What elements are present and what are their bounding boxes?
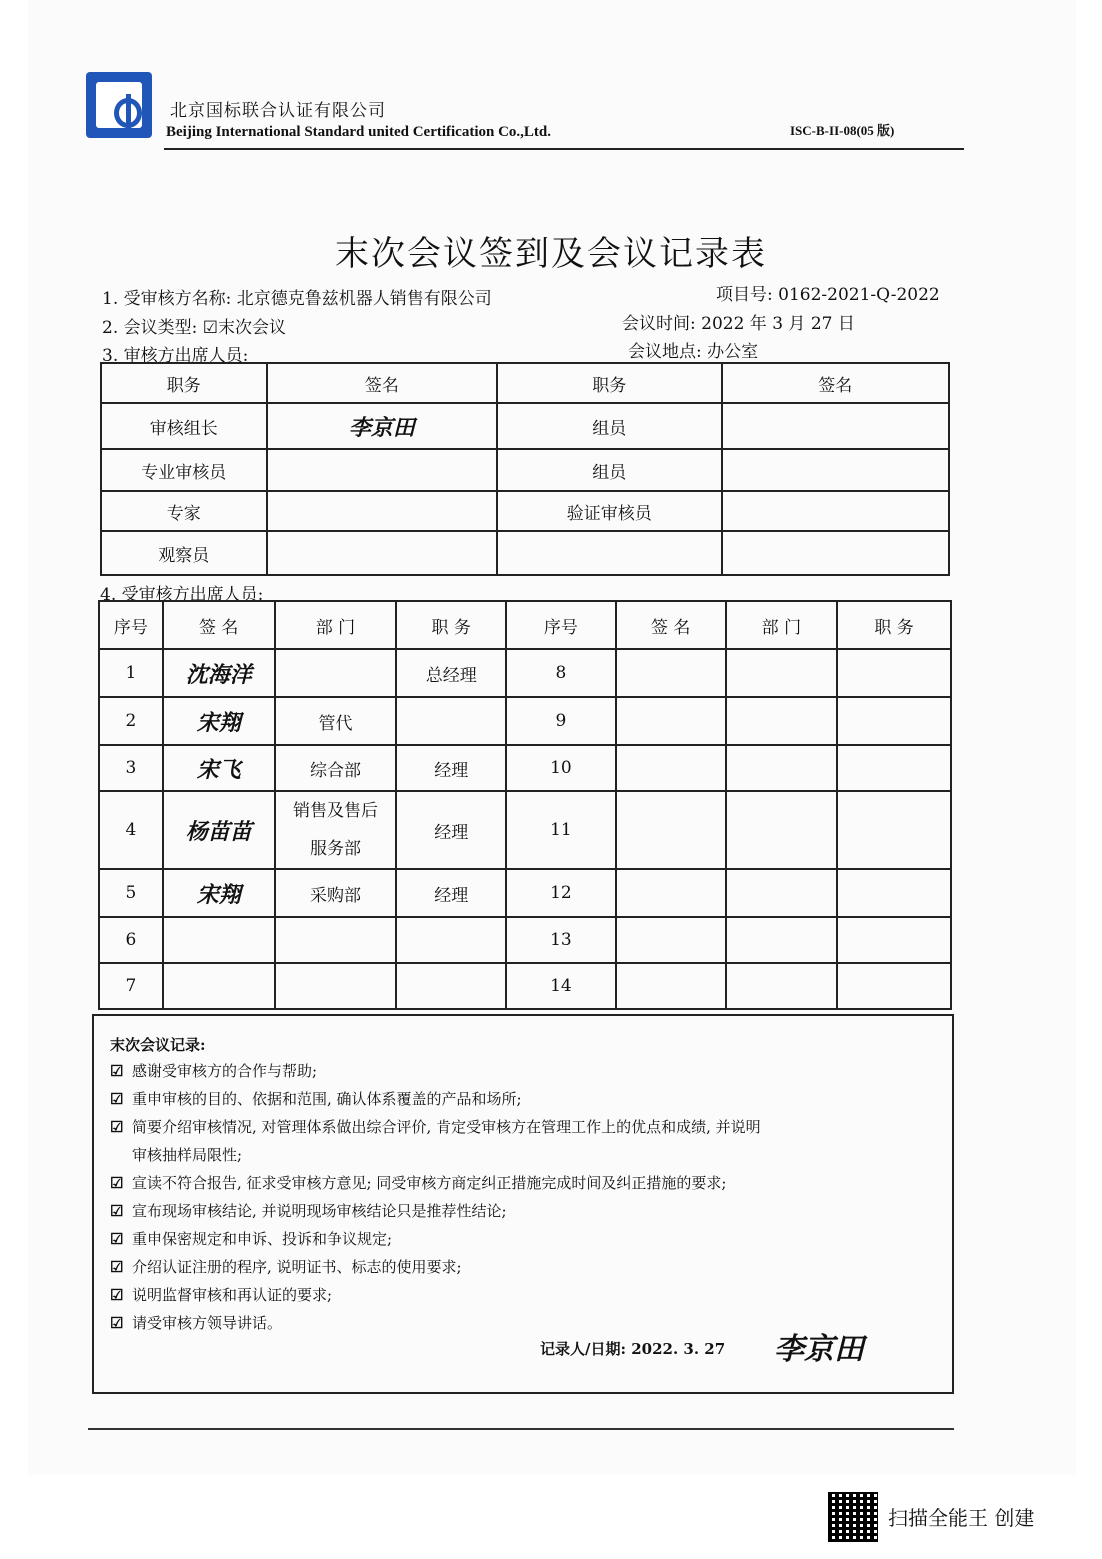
project-number: 项目号: 0162-2021-Q-2022 — [716, 285, 940, 305]
table-row — [99, 869, 951, 917]
position-cell — [837, 917, 951, 963]
checkbox-checked-icon: ☑ — [110, 1230, 124, 1248]
meeting-type: 2. 会议类型: ☑末次会议 — [102, 318, 286, 338]
signature-cell: 宋翔 — [163, 869, 275, 917]
list-item — [110, 1088, 522, 1109]
list-item — [110, 1200, 507, 1221]
note-text: 重申保密规定和申诉、投诉和争议规定; — [132, 1230, 393, 1248]
seq-cell: 1 — [99, 649, 163, 697]
list-item — [132, 1144, 242, 1165]
role-cell: 验证审核员 — [497, 491, 721, 531]
department-cell: 综合部 — [275, 745, 397, 791]
scanner-watermark: 扫描全能王 创建 — [888, 1506, 1035, 1530]
role-cell: 观察员 — [101, 531, 267, 575]
note-text: 审核抽样局限性; — [132, 1146, 243, 1164]
checkbox-checked-icon: ☑ — [110, 1286, 124, 1304]
document-number: ISC-B-II-08(05 版) — [790, 123, 895, 138]
checkbox-checked-icon: ☑ — [110, 1174, 124, 1192]
seq-cell: 12 — [506, 869, 616, 917]
seq-cell: 14 — [506, 963, 616, 1009]
note-text: 请受审核方领导讲话。 — [132, 1314, 283, 1332]
meeting-notes-box — [92, 1014, 954, 1394]
signature-cell: 沈海洋 — [163, 649, 275, 697]
department-cell: 采购部 — [275, 869, 397, 917]
department-cell: 管代 — [275, 697, 397, 745]
signature-cell: 李京田 — [267, 403, 497, 449]
checkbox-checked-icon: ☑ — [110, 1314, 124, 1332]
seq-cell: 5 — [99, 869, 163, 917]
signature-cell — [616, 697, 726, 745]
list-item — [110, 1284, 332, 1305]
header-cell: 签名 — [267, 363, 497, 403]
list-item — [110, 1116, 761, 1137]
department-cell — [275, 963, 397, 1009]
signature-cell — [163, 963, 275, 1009]
position-cell: 经理 — [396, 745, 506, 791]
role-cell: 专业审核员 — [101, 449, 267, 491]
department-cell: 销售及售后服务部 — [275, 791, 397, 869]
position-cell — [396, 963, 506, 1009]
auditor-table — [100, 362, 950, 576]
note-text: 介绍认证注册的程序, 说明证书、标志的使用要求; — [132, 1258, 462, 1276]
header-cell: 序号 — [99, 601, 163, 649]
list-item — [110, 1256, 462, 1277]
notes-title: 末次会议记录: — [110, 1036, 206, 1054]
table-row — [99, 649, 951, 697]
company-logo-icon — [86, 72, 152, 138]
header-cell: 签名 — [722, 363, 949, 403]
department-cell — [726, 697, 838, 745]
signature-cell — [722, 403, 949, 449]
position-cell — [837, 791, 951, 869]
position-cell: 经理 — [396, 791, 506, 869]
meeting-place: 会议地点: 办公室 — [628, 342, 759, 362]
table-row — [99, 745, 951, 791]
department-cell — [726, 917, 838, 963]
header-cell: 职务 — [101, 363, 267, 403]
note-text: 重申审核的目的、依据和范围, 确认体系覆盖的产品和场所; — [132, 1090, 522, 1108]
signature-cell: 宋飞 — [163, 745, 275, 791]
role-cell: 专家 — [101, 491, 267, 531]
note-text: 宣读不符合报告, 征求受审核方意见; 同受审核方商定纠正措施完成时间及纠正措施的要求; — [132, 1174, 727, 1192]
table-row — [99, 917, 951, 963]
company-name-en: Beijing International Standard united Certification Co.,Ltd. — [166, 124, 552, 140]
company-name-cn: 北京国标联合认证有限公司 — [170, 101, 386, 121]
checkbox-checked-icon: ☑ — [110, 1090, 124, 1108]
checkbox-checked-icon: ☑ — [110, 1202, 124, 1220]
seq-cell: 10 — [506, 745, 616, 791]
role-cell: 审核组长 — [101, 403, 267, 449]
role-cell — [497, 531, 721, 575]
position-cell: 总经理 — [396, 649, 506, 697]
seq-cell: 13 — [506, 917, 616, 963]
header-cell: 签 名 — [163, 601, 275, 649]
signature-cell: 宋翔 — [163, 697, 275, 745]
position-cell — [837, 745, 951, 791]
table-row — [99, 697, 951, 745]
department-cell — [726, 649, 838, 697]
seq-cell: 2 — [99, 697, 163, 745]
position-cell: 经理 — [396, 869, 506, 917]
department-cell — [726, 963, 838, 1009]
role-cell: 组员 — [497, 449, 721, 491]
signature-cell — [722, 531, 949, 575]
checkbox-checked-icon: ☑ — [110, 1118, 124, 1136]
list-item — [110, 1172, 726, 1193]
table-row — [99, 963, 951, 1009]
signature-cell — [616, 917, 726, 963]
signature-cell — [616, 963, 726, 1009]
auditee-attendees-label: 4. 受审核方出席人员: — [100, 585, 264, 605]
note-text: 简要介绍审核情况, 对管理体系做出综合评价, 肯定受审核方在管理工作上的优点和成绩, 并说明 — [132, 1118, 761, 1136]
header-cell: 职 务 — [396, 601, 506, 649]
department-cell — [275, 917, 397, 963]
signature-cell — [163, 917, 275, 963]
list-item — [110, 1228, 392, 1249]
seq-cell: 11 — [506, 791, 616, 869]
meeting-time: 会议时间: 2022 年 3 月 27 日 — [622, 314, 855, 334]
signature-cell — [722, 449, 949, 491]
qr-code-icon — [828, 1492, 878, 1542]
header-cell: 部 门 — [726, 601, 838, 649]
note-text: 宣布现场审核结论, 并说明现场审核结论只是推荐性结论; — [132, 1202, 507, 1220]
note-text: 感谢受审核方的合作与帮助; — [132, 1062, 318, 1080]
recorder-date: 记录人/日期: 2022. 3. 27 — [540, 1340, 726, 1358]
department-cell — [726, 745, 838, 791]
signature-cell: 杨苗苗 — [163, 791, 275, 869]
checkbox-checked-icon: ☑ — [110, 1062, 124, 1080]
seq-cell: 8 — [506, 649, 616, 697]
auditee-name: 1. 受审核方名称: 北京德克鲁兹机器人销售有限公司 — [102, 289, 492, 309]
department-cell — [726, 869, 838, 917]
seq-cell: 3 — [99, 745, 163, 791]
header-cell: 序号 — [506, 601, 616, 649]
list-item — [110, 1312, 282, 1333]
header-cell: 职 务 — [837, 601, 951, 649]
signature-cell — [616, 791, 726, 869]
header-divider — [164, 148, 964, 150]
department-cell — [726, 791, 838, 869]
department-cell — [275, 649, 397, 697]
auditor-attendees-label: 3. 审核方出席人员: — [102, 346, 249, 366]
signature-cell — [267, 449, 497, 491]
signature-cell — [722, 491, 949, 531]
attendee-table — [98, 600, 952, 1010]
list-item — [110, 1060, 317, 1081]
header-cell: 部 门 — [275, 601, 397, 649]
position-cell — [396, 697, 506, 745]
form-title: 末次会议签到及会议记录表 — [335, 234, 767, 274]
table-row — [99, 791, 951, 869]
checkbox-checked-icon: ☑ — [110, 1258, 124, 1276]
role-cell: 组员 — [497, 403, 721, 449]
position-cell — [837, 963, 951, 1009]
header-cell: 签 名 — [616, 601, 726, 649]
signature-cell — [616, 649, 726, 697]
recorder-signature: 李京田 — [774, 1332, 864, 1367]
position-cell — [396, 917, 506, 963]
signature-cell — [267, 491, 497, 531]
seq-cell: 4 — [99, 791, 163, 869]
position-cell — [837, 697, 951, 745]
position-cell — [837, 869, 951, 917]
seq-cell: 9 — [506, 697, 616, 745]
seq-cell: 7 — [99, 963, 163, 1009]
position-cell — [837, 649, 951, 697]
signature-cell — [616, 869, 726, 917]
seq-cell: 6 — [99, 917, 163, 963]
signature-cell — [267, 531, 497, 575]
footer-divider — [88, 1428, 954, 1430]
note-text: 说明监督审核和再认证的要求; — [132, 1286, 333, 1304]
header-cell: 职务 — [497, 363, 721, 403]
signature-cell — [616, 745, 726, 791]
